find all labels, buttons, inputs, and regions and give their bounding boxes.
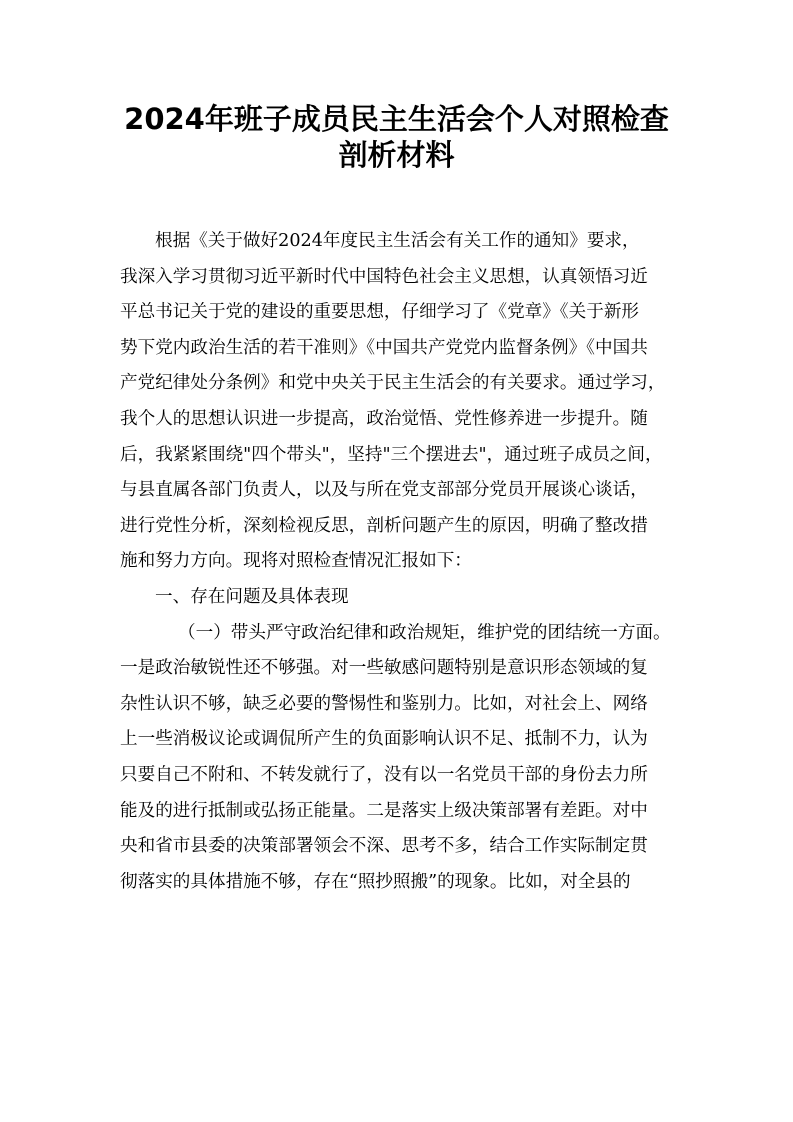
paragraph-line: 彻落实的具体措施不够，存在“照抄照搬”的现象。比如，对全县的 — [120, 871, 631, 892]
document-title — [80, 96, 713, 172]
paragraph-line: 进行党性分析，深刻检视反思，剖析问题产生的原因，明确了整改措 — [120, 515, 648, 536]
paragraph-line: 能及的进行抵制或弘扬正能量。二是落实上级决策部署有差距。对中 — [120, 800, 648, 821]
paragraph-line: 势下党内政治生活的若干准则》《中国共产党党内监督条例》《中国共 — [120, 337, 648, 358]
paragraph-line: 只要自己不附和、不转发就行了，没有以一名党员干部的身份去力所 — [120, 764, 648, 785]
paragraph-line: 平总书记关于党的建设的重要思想，仔细学习了《党章》《关于新形 — [120, 302, 640, 323]
paragraph-line: 央和省市县委的决策部署领会不深、思考不多，结合工作实际制定贯 — [120, 836, 648, 857]
section-heading: 一、存在问题及具体表现 — [155, 586, 349, 607]
paragraph-line: 杂性认识不够，缺乏必要的警惕性和鉴别力。比如，对社会上、网络 — [120, 693, 648, 714]
paragraph-line: 与县直属各部门负责人，以及与所在党支部部分党员开展谈心谈话， — [120, 480, 648, 501]
paragraph-line: 一是政治敏锐性还不够强。对一些敏感问题特别是意识形态领域的复 — [120, 658, 648, 679]
document-body — [120, 224, 680, 900]
paragraph-line: 后，我紧紧围绕"四个带头"，坚持"三个摆进去"，通过班子成员之间， — [120, 444, 663, 465]
paragraph-line: 根据《关于做好2024年度民主生活会有关工作的通知》要求， — [155, 231, 640, 251]
paragraph-line: 我个人的思想认识进一步提高，政治觉悟、党性修养进一步提升。随 — [120, 408, 648, 429]
paragraph-line: 我深入学习贯彻习近平新时代中国特色社会主义思想，认真领悟习近 — [120, 266, 648, 287]
title-line-1: 2024年班子成员民主生活会个人对照检查 — [124, 102, 669, 136]
paragraph-line: 产党纪律处分条例》和党中央关于民主生活会的有关要求。通过学习， — [120, 373, 666, 394]
subsection-heading: （一）带头严守政治纪律和政治规矩，维护党的团结统一方面。 — [178, 622, 671, 643]
paragraph-line: 上一些消极议论或调侃所产生的负面影响认识不足、抵制不力，认为 — [120, 729, 648, 750]
paragraph-line: 施和努力方向。现将对照检查情况汇报如下： — [120, 551, 472, 572]
title-line-2: 剖析材料 — [338, 137, 455, 172]
